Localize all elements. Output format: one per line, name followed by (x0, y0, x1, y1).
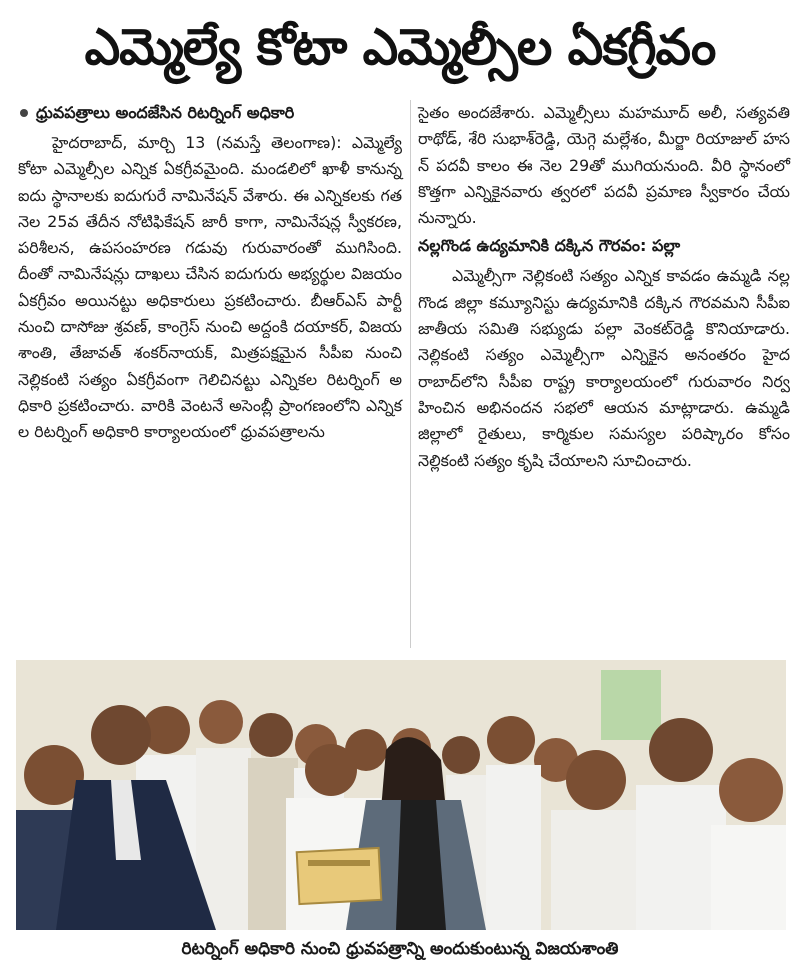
right-subhead-text: నల్లగొండ ఉద్యమానికి దక్కిన గౌరవం: పల్లా (418, 236, 681, 256)
certificate (297, 848, 382, 904)
news-photo (16, 660, 786, 930)
right-body-2: ఎమ్మెల్సీగా నెల్లికంటి సత్యం ఎన్నిక కావడం ఉమ్మడి నల్లగొండ జిల్లా కమ్యూనిస్టు ఉద్యమానికి దక్కిన గౌరవమని సీపీఐ జాతీయ సమితి సభ్యుడు పల్లా వెంకట్‌రెడ్డి కొనియాడారు. నెల్లికంటి సత్యం ఎమ్మెల్సీగా ఎన్నికైన అనంతరం హైదరాబాద్‌లోని సీపీఐ రాష్ట్ర కార్యాలయంలో గురువారం నిర్వహించిన అభినందన సభలో ఆయన మాట్లాడారు. ఉమ్మడి జిల్లాలో రైతులు, కార్మికుల సమస్యల పరిష్కారం కోసం నెల్లికంటి సత్యం కృషి చేయాలని సూచించారు. (418, 266, 790, 470)
right-column (418, 100, 790, 474)
bullet-icon (20, 109, 28, 117)
left-body: హైదరాబాద్, మార్చి 13 (నమస్తే తెలంగాణ): ఎమ్మెల్యే కోటా ఎమ్మెల్సీల ఎన్నిక ఏకగ్రీవమైంది. మండలిలో ఖాళీ కానున్న ఐదు స్థానాలకు ఐదుగురే నామినేషన్ వేశారు. ఈ ఎన్నికలకు గత నెల 25వ తేదీన నోటిఫికేషన్ జారీ కాగా, నామినేషన్ల స్వీకరణ, పరిశీలన, ఉపసంహరణ గడువు గురువారంతో ముగిసింది. దీంతో నామినేషన్లు దాఖలు చేసిన ఐదుగురు అభ్యర్థుల విజయం ఏకగ్రీవం అయినట్టు అధికారులు ప్రకటించారు. బీఆర్‌ఎస్ పార్టీ నుంచి దాసోజు శ్రవణ్, కాంగ్రెస్ నుంచి అద్దంకి దయాకర్, విజయశాంతి, తేజావత్ శంకర్‌నాయక్, మిత్రపక్షమైన సీపీఐ నుంచి నెల్లికంటి సత్యం ఏకగ్రీవంగా గెలిచినట్టు ఎన్నికల రిటర్నింగ్ అధికారి ప్రకటించారు. వారికి వెంటనే అసెంబ్లీ ప్రాంగణంలోని ఎన్నికల రిటర్నింగ్ అధికారి కార్యాలయంలో ధ్రువపత్రాలను (18, 133, 402, 442)
left-column (18, 100, 402, 446)
headline: ఎమ్మెల్యే కోటా ఎమ్మెల్సీల ఏకగ్రీవం (84, 18, 716, 76)
right-subhead (418, 233, 790, 259)
left-subhead (18, 100, 402, 126)
photo-poster (601, 670, 661, 740)
photo-caption: రిటర్నింగ్ అధికారి నుంచి ధ్రువపత్రాన్ని అందుకుంటున్న విజయశాంతి (181, 939, 619, 959)
right-body-1: సైతం అందజేశారు. ఎమ్మెల్సీలు మహమూద్ అలీ, సత్యవతి రాథోడ్, శేరి సుభాశ్‌రెడ్డి, యెగ్గె మల్లేశం, మీర్జా రియాజుల్ హసన్ పదవీ కాలం ఈ నెల 29తో ముగియనుంది. వీరి స్థానంలో కొత్తగా ఎన్నికైనవారు త్వరలో పదవీ ప్రమాణ స్వీకారం చేయనున్నారు. (418, 103, 790, 228)
left-subhead-text: ధ్రువపత్రాలు అందజేసిన రిటర్నింగ్ అధికారి (36, 103, 295, 122)
column-divider (410, 100, 411, 648)
news-photo-illustration (16, 660, 786, 930)
